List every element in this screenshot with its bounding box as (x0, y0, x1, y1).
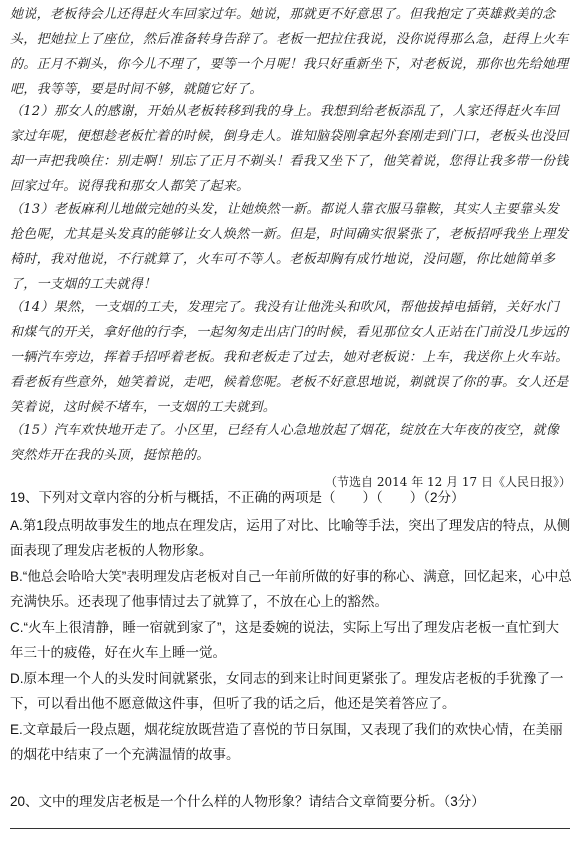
question-19-option-e: E.文章最后一段点题，烟花绽放既营造了喜悦的节日氛围，又表现了我们的欢快心情，在美丽的烟花中结束了一个充满温情的故事。 (10, 722, 563, 762)
question-20-stem: 20、文中的理发店老板是一个什么样的人物形象？请结合文章简要分析。（3分） (10, 794, 485, 809)
article-paragraph-12: （12）那女人的感谢，开始从老板转移到我的身上。我想到给老板添乱了，人家还得赶火车回家过年呢，便想趁老板忙着的时候，倒身走人。谁知脑袋刚拿起外套刚走到门口，老板头也没回却一声把我唤住：别走啊！别忘了正月不剃头！看我又坐下了，他笑着说，您得让我多带一份钱回家过年。说得我和那女人都笑了起来。 (10, 104, 569, 194)
article-paragraph-11-continued: 她说，老板待会儿还得赶火车回家过年。她说，那就更不好意思了。但我抱定了英雄救美的念头，把她拉上了座位，然后准备转身告辞了。老板一把拉住我说，没你说得那么急，赶得上火车的。正月不剃头，你今儿不理了，要等一个月呢！我只好重新坐下，对老板说，那你也先给她理吧，我等等，要是时间不够，就随它好了。 (10, 7, 569, 97)
article-source: （节选自 2014 年 12 月 17 日《人民日报》） (325, 475, 571, 489)
article-paragraph-14: （14）果然，一支烟的工夫，发理完了。我没有让他洗头和吹风，帮他拔掉电插销，关好水门和煤气的开关，拿好他的行李，一起匆匆走出店门的时候，看见那位女人正站在门前没几步远的一辆汽车旁边，挥着手招呼着老板。我和老板走了过去，她对老板说：上车，我送你上火车站。看老板有些意外，她笑着说，走吧，候着您呢。老板不好意思地说，剃就误了你的事。女人还是笑着说，这时候不堵车，一支烟的工夫就到。 (10, 300, 569, 415)
answer-line[interactable] (10, 828, 570, 829)
question-19-option-b: B.“他总会哈哈大笑”表明理发店老板对自己一年前所做的好事的称心、满意，回忆起来，心中总充满快乐。还表现了他事情过去了就算了，不放在心上的豁然。 (10, 569, 572, 609)
question-19-stem: 19、下列对文章内容的分析与概括，不正确的两项是（ ）（ ）（2分） (10, 490, 465, 505)
question-19-option-d: D.原本理一个人的头发时间就紧张，女同志的到来让时间更紧张了。理发店老板的手犹豫了一下，可以看出他不愿意做这件事，但听了我的话之后，他还是笑着答应了。 (10, 671, 564, 711)
article-paragraph-15: （15）汽车欢快地开走了。小区里，已经有人心急地放起了烟花，绽放在大年夜的夜空，就像突然炸开在我的头顶，挺惊艳的。 (10, 423, 560, 463)
question-19-option-a: A.第1段点明故事发生的地点在理发店，运用了对比、比喻等手法，突出了理发店的特点，从侧面表现了理发店老板的人物形象。 (10, 518, 571, 558)
article-paragraph-13: （13）老板麻利儿地做完她的头发，让她焕然一新。都说人靠衣服马靠鞍，其实人主要靠头发抢色呢，尤其是头发真的能够让女人焕然一新。但是，时间确实很紧张了，老板招呼我坐上理发椅时，我对他说，不行就算了，火车可不等人。老板却胸有成竹地说，没问题，你比她简单多了，一支烟的工夫就得！ (10, 202, 569, 292)
question-19-option-c: C.“火车上很清静，睡一宿就到家了”，这是委婉的说法，实际上写出了理发店老板一直忙到大年三十的疲倦，好在火车上睡一觉。 (10, 620, 559, 660)
